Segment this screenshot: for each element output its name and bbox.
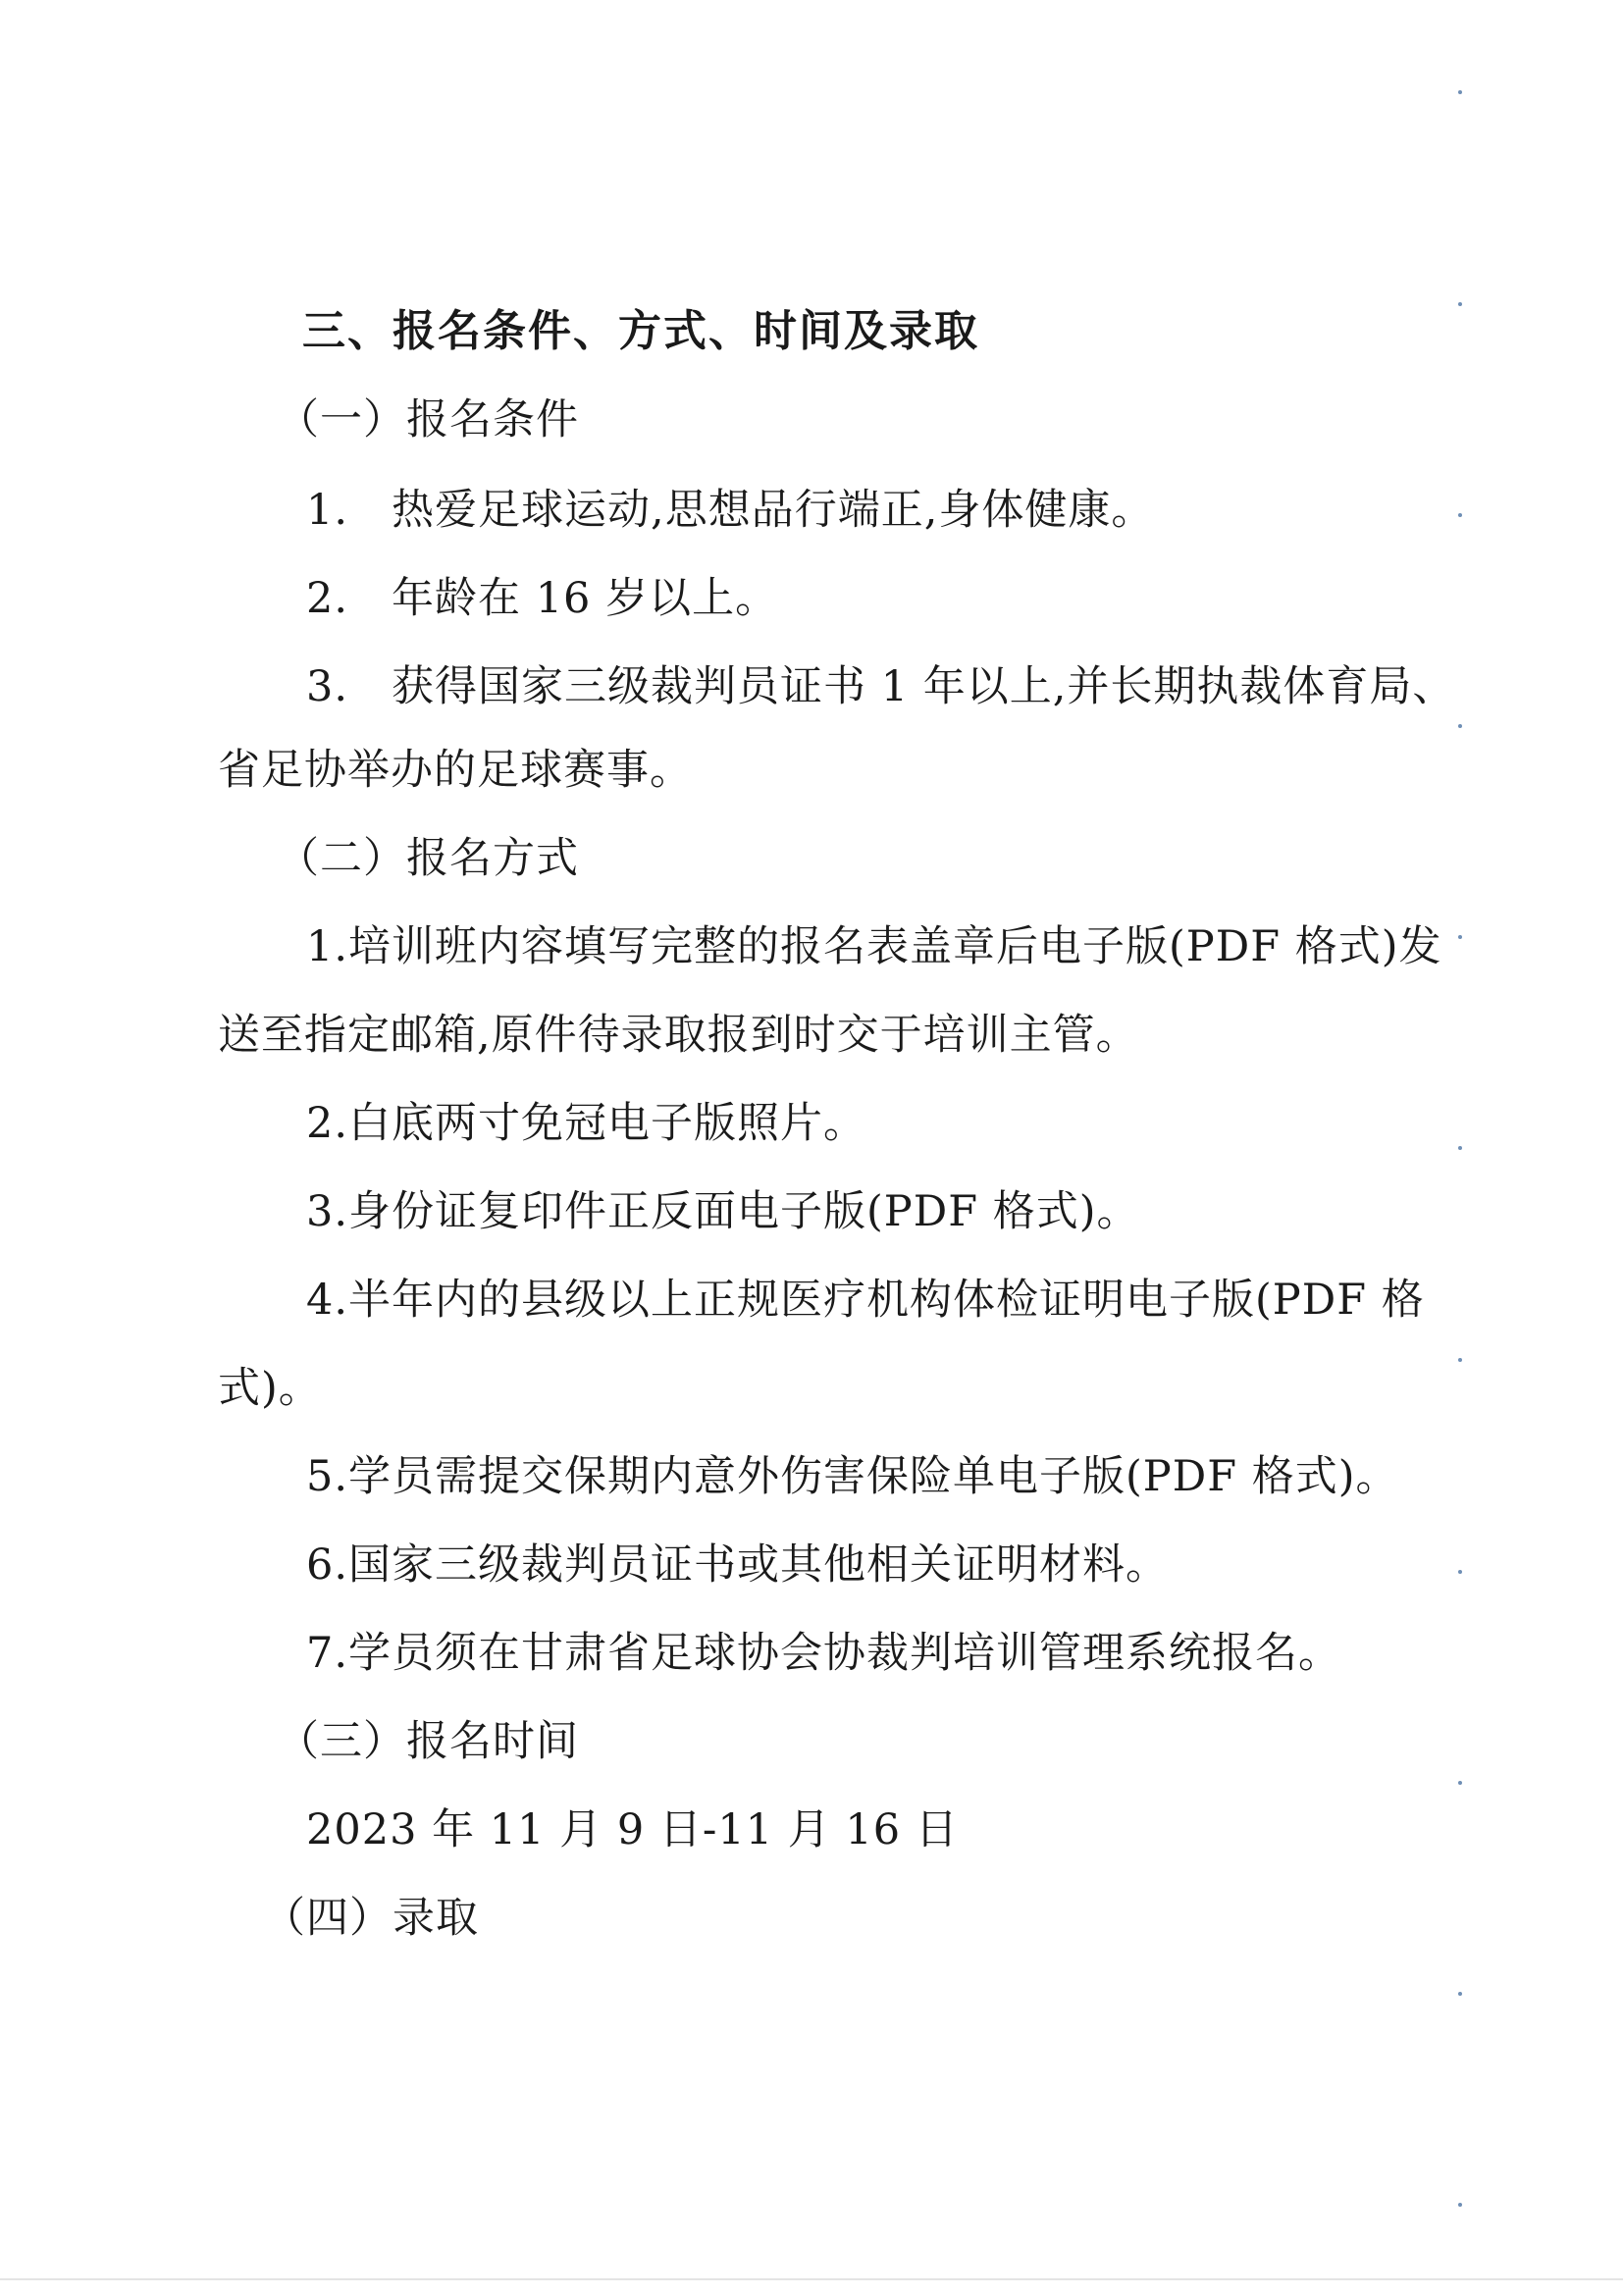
method-item-3: 3.身份证复印件正反面电子版(PDF 格式)。 xyxy=(306,1187,1140,1236)
method-item-1-continued: 送至指定邮箱,原件待录取报到时交于培训主管。 xyxy=(218,1011,1139,1060)
margin-dot xyxy=(1458,1146,1462,1150)
subsection-title-time: （三）报名时间 xyxy=(277,1717,579,1766)
method-item-2: 2.白底两寸免冠电子版照片。 xyxy=(306,1099,867,1148)
margin-dot xyxy=(1458,724,1462,728)
margin-dot xyxy=(1458,935,1462,939)
method-item-7: 7.学员须在甘肃省足球协会协裁判培训管理系统报名。 xyxy=(306,1629,1342,1678)
margin-dot xyxy=(1458,1570,1462,1574)
subsection-title-conditions: （一）报名条件 xyxy=(277,395,579,444)
margin-dot xyxy=(1458,2203,1462,2207)
method-item-1: 1.培训班内容填写完整的报名表盖章后电子版(PDF 格式)发 xyxy=(306,922,1442,971)
method-item-5: 5.学员需提交保期内意外伤害保险单电子版(PDF 格式)。 xyxy=(306,1452,1399,1501)
margin-dot xyxy=(1458,1358,1462,1362)
margin-dot xyxy=(1458,302,1462,306)
method-item-4: 4.半年内的县级以上正规医疗机构体检证明电子版(PDF 格 xyxy=(306,1276,1425,1325)
condition-item-1: 1. 热爱足球运动,思想品行端正,身体健康。 xyxy=(306,486,1155,535)
condition-item-2: 2. 年龄在 16 岁以上。 xyxy=(306,574,779,623)
method-item-4-continued: 式)。 xyxy=(218,1364,322,1413)
subsection-title-admission: （四）录取 xyxy=(263,1894,479,1943)
margin-dot xyxy=(1458,90,1462,94)
page-bottom-edge xyxy=(0,2278,1623,2280)
condition-item-3: 3. 获得国家三级裁判员证书 1 年以上,并长期执裁体育局、 xyxy=(306,662,1456,711)
section-heading: 三、报名条件、方式、时间及录取 xyxy=(302,306,979,356)
condition-item-3-continued: 省足协举办的足球赛事。 xyxy=(218,746,693,795)
margin-dot xyxy=(1458,1781,1462,1785)
margin-dot xyxy=(1458,513,1462,517)
subsection-title-method: （二）报名方式 xyxy=(277,834,579,883)
margin-dot xyxy=(1458,1992,1462,1996)
registration-date-range: 2023 年 11 月 9 日-11 月 16 日 xyxy=(306,1805,959,1854)
method-item-6: 6.国家三级裁判员证书或其他相关证明材料。 xyxy=(306,1540,1170,1590)
